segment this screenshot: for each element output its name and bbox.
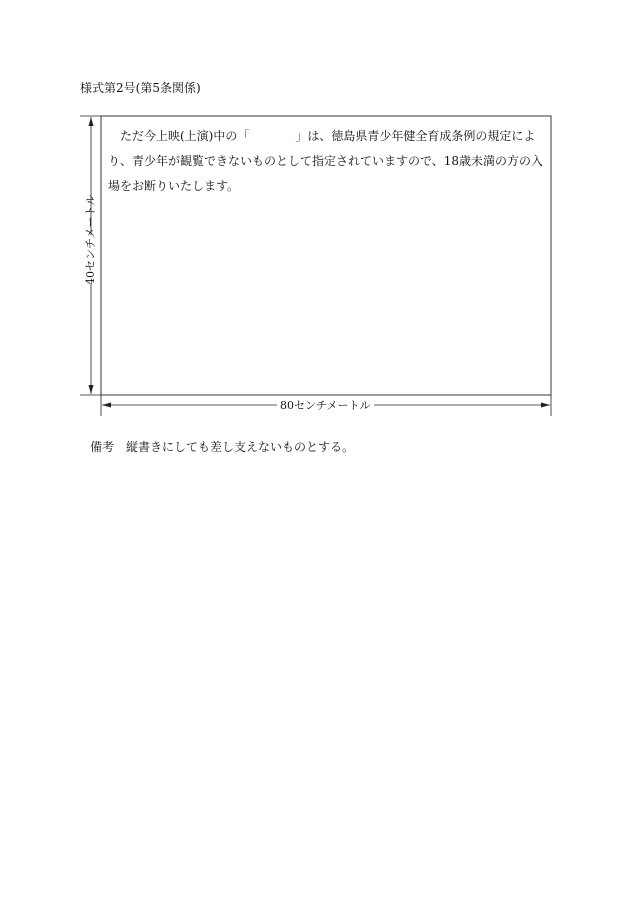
form-number-label: 様式第2号(第5条関係) bbox=[80, 81, 201, 95]
vertical-arrow-top bbox=[89, 117, 94, 126]
notice-text-after: 」は、徳島県青少年健全育成条例の規定により、青少年が観覧できないものとして指定されていますので、18歳未満の方の入場をお断りいたします。 bbox=[108, 129, 544, 193]
remark-heading: 備考 bbox=[90, 440, 115, 454]
horizontal-arrow-right bbox=[541, 403, 550, 408]
remark bbox=[90, 439, 354, 455]
height-dimension-label: 40センチメートル bbox=[84, 194, 97, 285]
remark-text: 縦書きにしても差し支えないものとする。 bbox=[126, 440, 355, 454]
notice-text-before: ただ今上映(上演)中の「 bbox=[120, 129, 250, 143]
sign-notice-text bbox=[108, 124, 552, 199]
horizontal-arrow-left bbox=[102, 403, 111, 408]
vertical-arrow-bottom bbox=[89, 385, 94, 394]
width-dimension-label: 80センチメートル bbox=[277, 399, 374, 413]
